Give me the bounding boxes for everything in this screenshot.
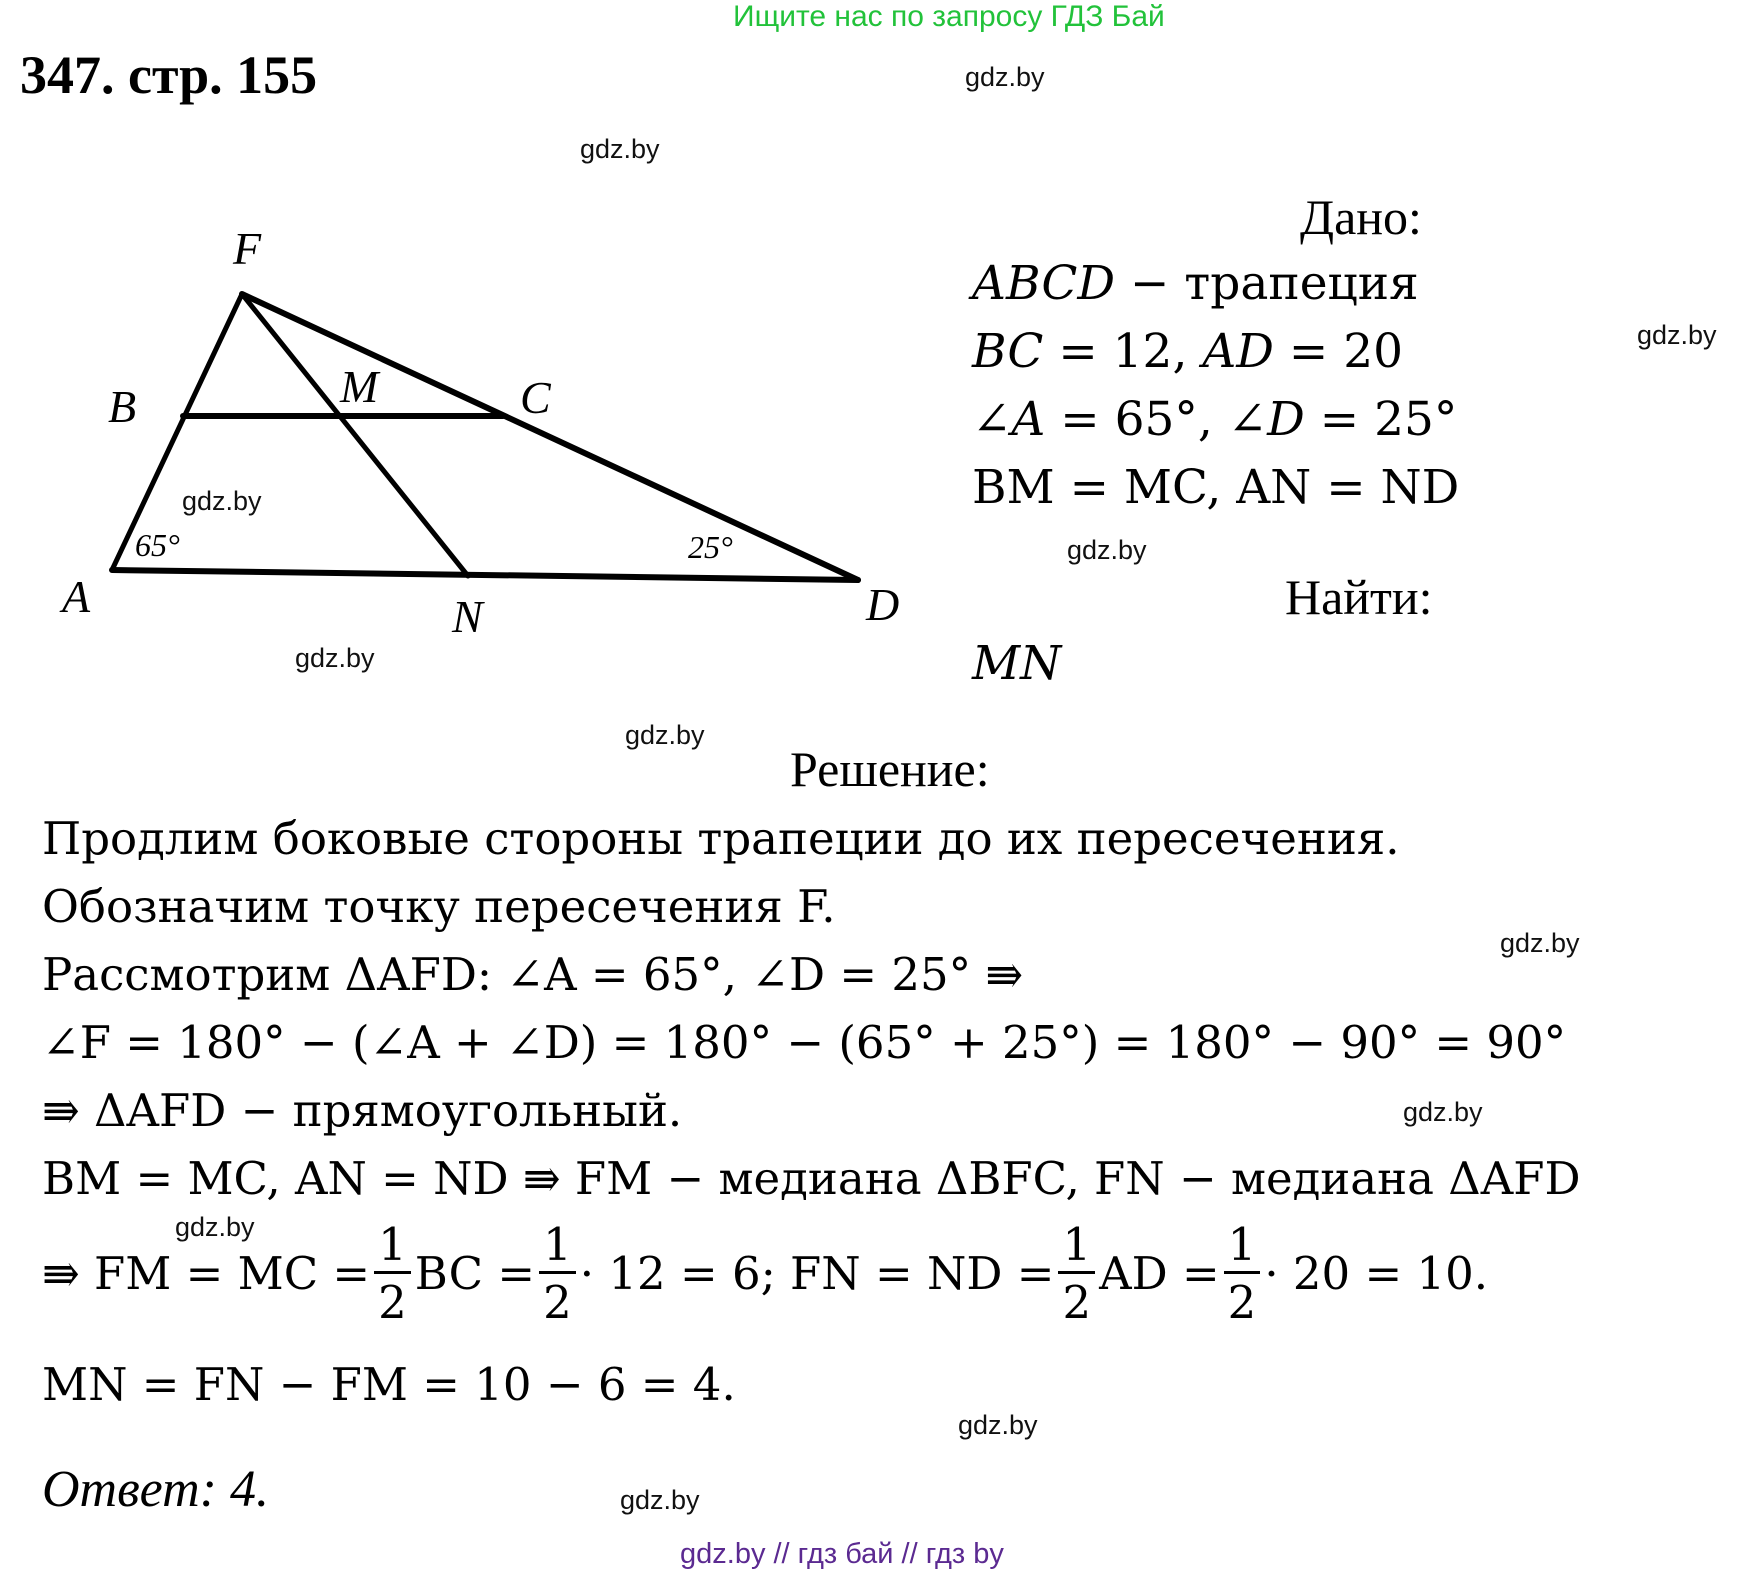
find-heading: Найти: — [1285, 569, 1433, 625]
solution-line: ⇛ ΔAFD − прямоугольный. — [42, 1084, 683, 1137]
given-line: ∠A = 65°, ∠D = 25° — [972, 392, 1458, 447]
fraction-half: $\frac{1}{2}$ — [374, 1222, 411, 1325]
label-a: A — [62, 571, 91, 622]
label-b: B — [108, 381, 137, 432]
solution-line: Рассмотрим ΔAFD: ∠A = 65°, ∠D = 25° ⇛ — [42, 948, 1024, 1001]
watermark: gdz.by — [620, 1485, 700, 1515]
side-fd — [242, 294, 858, 580]
fraction-half: $\frac{1}{2}$ — [1224, 1222, 1261, 1325]
angle-d-label: 25° — [688, 529, 733, 565]
solution-line: Продлим боковые стороны трапеции до их пересечения. — [42, 812, 1400, 865]
watermark: gdz.by — [1500, 928, 1580, 958]
watermark: gdz.by — [1403, 1097, 1483, 1127]
fraction-half: $\frac{1}{2}$ — [1058, 1222, 1095, 1325]
base-ad — [112, 570, 858, 580]
watermark: gdz.by — [182, 486, 262, 516]
label-n: N — [452, 591, 483, 642]
page-title: 347. стр. 155 — [20, 45, 318, 105]
angle-a-label: 65° — [135, 527, 180, 563]
answer: Ответ: 4. — [42, 1461, 269, 1518]
solution-line: Обозначим точку пересечения F. — [42, 880, 836, 933]
watermark: gdz.by — [965, 62, 1045, 92]
solution-heading: Решение: — [790, 741, 990, 797]
solution-line: ∠F = 180° − (∠A + ∠D) = 180° − (65° + 25°) = 180° − 90° = 90° — [42, 1016, 1567, 1069]
search-banner[interactable]: Ищите нас по запросу ГДЗ Бай — [733, 0, 1165, 33]
watermark: gdz.by — [295, 643, 375, 673]
label-c: C — [520, 372, 551, 423]
label-m: M — [340, 361, 379, 412]
given-line: BC = 12, AD = 20 — [972, 324, 1404, 379]
label-d: D — [866, 579, 900, 630]
trapezoid-figure — [0, 200, 960, 660]
given-line: BM = MC, AN = ND — [972, 460, 1460, 515]
watermark: gdz.by — [625, 720, 705, 750]
given-line: ABCD − трапеция — [972, 256, 1419, 311]
find-value: MN — [972, 636, 1062, 691]
label-f: F — [233, 223, 262, 274]
solution-result: MN = FN − FM = 10 − 6 = 4. — [42, 1358, 736, 1411]
watermark: gdz.by — [580, 134, 660, 164]
watermark: gdz.by — [958, 1410, 1038, 1440]
watermark: gdz.by — [175, 1212, 255, 1242]
footer-links[interactable]: gdz.by // гдз бай // гдз by — [680, 1538, 1004, 1570]
watermark: gdz.by — [1067, 535, 1147, 565]
fraction-line: ⇛ FM = MC = $\frac{1}{2}$ BC = $\frac{1}{2}$ · 12 = 6; FN = ND = $\frac{1}{2}$ AD = $\frac{1}{2}$ · 20 = 10. — [42, 1218, 1489, 1329]
fraction-half: $\frac{1}{2}$ — [539, 1222, 576, 1325]
given-heading: Дано: — [1300, 189, 1422, 245]
watermark: gdz.by — [1637, 320, 1717, 350]
segment-fn — [242, 294, 468, 576]
solution-line: BM = MC, AN = ND ⇛ FM − медиана ΔBFC, FN − медиана ΔAFD — [42, 1152, 1581, 1205]
